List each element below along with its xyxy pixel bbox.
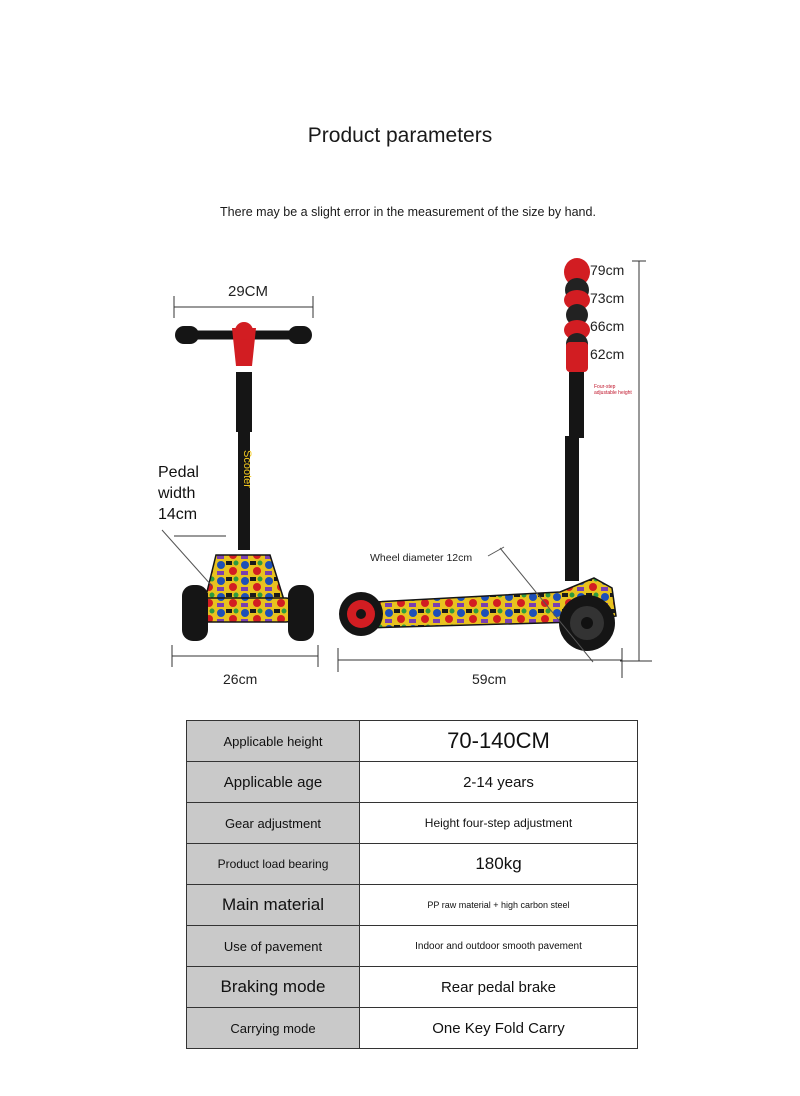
spec-value: One Key Fold Carry	[360, 1008, 638, 1049]
spec-value: Indoor and outdoor smooth pavement	[360, 926, 638, 967]
table-row	[187, 721, 638, 762]
spec-value: Rear pedal brake	[360, 967, 638, 1008]
height-79-label: 79cm	[590, 262, 625, 278]
height-73-label: 73cm	[590, 290, 625, 306]
spec-label: Carrying mode	[187, 1008, 360, 1049]
page-title: Product parameters	[307, 124, 493, 147]
spec-value: Height four-step adjustment	[360, 803, 638, 844]
table-row	[187, 885, 638, 926]
length-label: 59cm	[472, 671, 507, 687]
spec-value: PP raw material + high carbon steel	[360, 885, 638, 926]
spec-label: Product load bearing	[187, 844, 360, 885]
pedal-width-line2: width	[158, 485, 196, 502]
svg-text:Scooter: Scooter	[241, 450, 253, 488]
measurement-note: There may be a slight error in the measurement of the size by hand.	[220, 205, 596, 219]
spec-value: 70-140CM	[360, 721, 638, 762]
table-row	[187, 762, 638, 803]
table-row	[187, 1008, 638, 1049]
spec-table	[186, 720, 638, 1049]
table-row	[187, 967, 638, 1008]
spec-label: Applicable height	[187, 721, 360, 762]
spec-label: Main material	[187, 885, 360, 926]
table-row	[187, 803, 638, 844]
pedal-width-label	[158, 462, 199, 525]
spec-label: Applicable age	[187, 762, 360, 803]
table-row	[187, 844, 638, 885]
handlebar-width-label: 29CM	[228, 283, 269, 300]
adjustable-height-note: Four-step adjustable height	[594, 384, 632, 396]
spec-label: Gear adjustment	[187, 803, 360, 844]
pedal-width-line1: Pedal	[158, 464, 199, 481]
base-width-label: 26cm	[223, 671, 258, 687]
table-row	[187, 926, 638, 967]
height-66-label: 66cm	[590, 318, 625, 334]
spec-value: 2-14 years	[360, 762, 638, 803]
spec-value: 180kg	[360, 844, 638, 885]
pedal-width-value: 14cm	[158, 506, 198, 523]
spec-label: Use of pavement	[187, 926, 360, 967]
spec-label: Braking mode	[187, 967, 360, 1008]
wheel-diameter-label: Wheel diameter 12cm	[370, 552, 473, 564]
height-62-label: 62cm	[590, 346, 625, 362]
